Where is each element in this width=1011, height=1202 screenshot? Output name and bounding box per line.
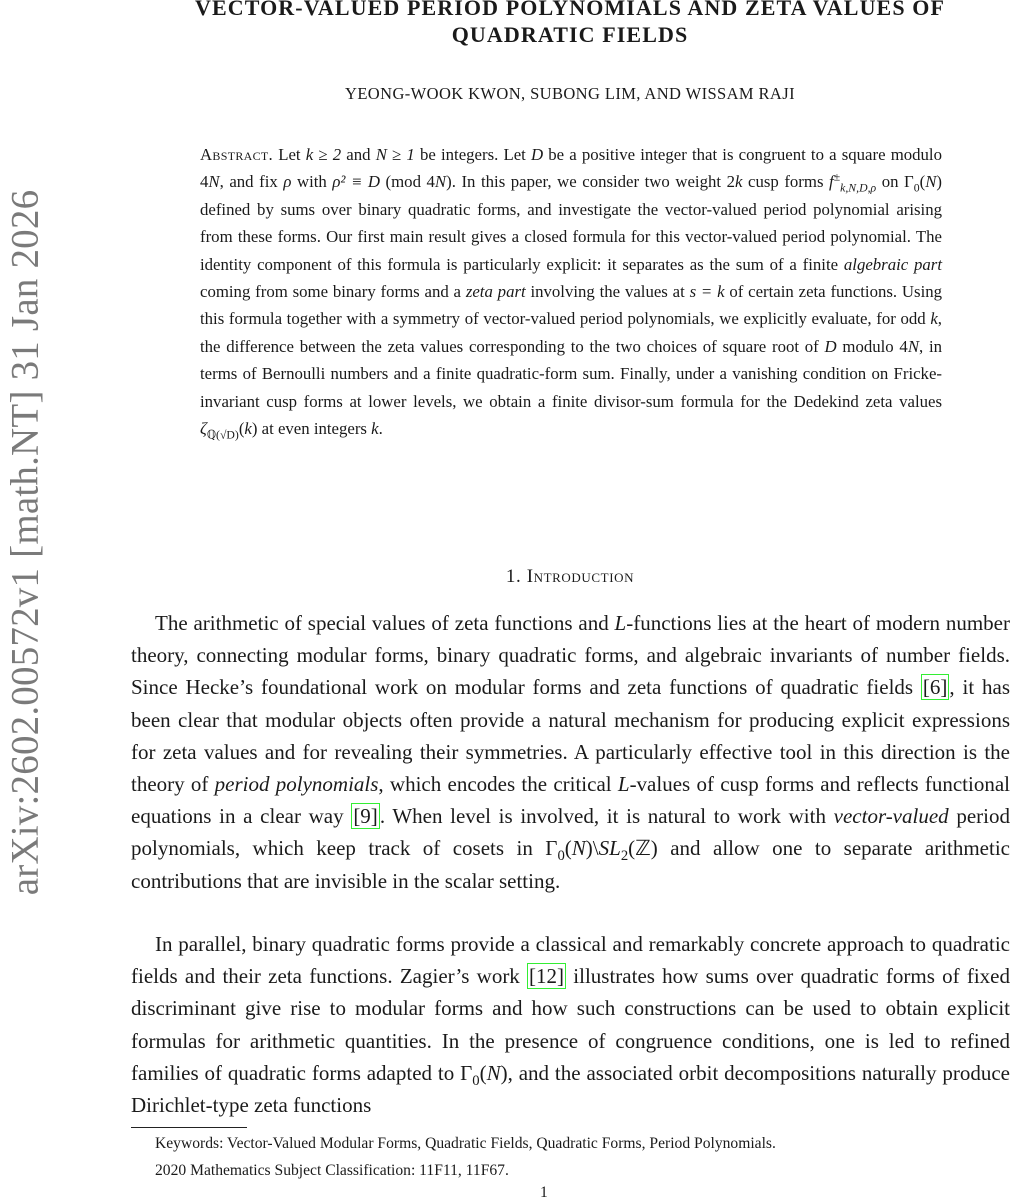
abstract-text: ) [251,419,258,439]
math-inline: ρ² ≡ D [332,172,380,192]
math-superscript: ± [833,170,841,184]
arxiv-identifier-stamp [2,190,48,895]
abstract-text: ) defined by sums over binary quadratic forms, and investigate the vector-valued period polynomial arising from these forms. Our first main result gives a closed formula for this vector-valued period polynomial. The identity component of this formula is particularly explicit: it separates as the sum of a finite [200,172,943,274]
math-subscript: 0 [557,848,565,865]
abstract-text: (mod 4 [379,172,435,192]
math-inline: k ≥ 2 [305,145,342,164]
math-subscript: 2 [620,848,629,865]
math-subscript: k,N,D,ρ [840,181,877,195]
emphasis: zeta part [465,282,526,302]
author-list: YEONG-WOOK KWON, SUBONG LIM, AND WISSAM RAJI [345,84,795,103]
intro-paragraph-1 [131,607,1010,897]
math-inline: N [486,1060,501,1085]
math-inline: s = k [689,282,725,302]
abstract-text: on Γ [876,172,914,192]
math-subscript: 0 [472,1073,480,1089]
abstract-label: Abstract. [200,145,274,164]
math-inline: L [614,611,627,635]
math-inline: k [930,309,938,329]
abstract-text: of certain zeta functions. Using this formula together with a symmetry of vector-valued period polynomials, we explicitly evaluate, for odd [200,282,943,329]
math-inline: N [925,172,937,192]
abstract-text: cusp forms [742,172,830,192]
abstract-text: and [341,145,376,164]
body-text: (ℤ) and allow one to separate arithmetic contributions that are invisible in the scalar setting. [131,836,1010,893]
math-inline: D [531,145,544,164]
math-inline: f [829,172,834,192]
math-inline: N [907,336,920,356]
abstract-text: modulo 4 [836,336,908,356]
abstract-text: , the difference between the zeta values corresponding to the two choices of square root of [200,309,942,356]
abstract-text: be a positive integer that is congruent to a square modulo 4 [200,145,942,192]
math-inline: ζ [200,419,207,439]
paper-title-line-1: VECTOR-VALUED PERIOD POLYNOMIALS AND ZETA VALUES OF [194,0,946,20]
section-number: 1. [505,566,522,587]
body-text: ( [564,836,572,861]
body-text: The arithmetic of special values of zeta functions and [155,611,615,635]
section-heading [130,566,1010,588]
abstract [200,141,942,442]
paper-title-line-2: QUADRATIC FIELDS [451,22,689,47]
math-inline: N [434,172,447,192]
abstract-text: be integers. Let [414,145,531,164]
body-text: In parallel, binary quadratic forms provide a classical and remarkably concrete approach to quadratic fields and their zeta functions. Zagier’s work [131,932,1010,989]
arxiv-identifier-text: arXiv:2602.00572v1 [math.NT] 31 Jan 2026 [3,189,47,896]
abstract-text: with [291,172,333,192]
footnote-msc: 2020 Mathematics Subject Classification: 11F11, 11F67. [155,1162,509,1179]
math-subscript: 0 [913,181,920,195]
paper-title [130,0,1010,48]
section-title: Introduction [526,566,635,587]
emphasis: vector-valued [833,804,949,829]
abstract-text: . [378,419,383,439]
intro-paragraph-2 [131,928,1010,1121]
abstract-text: involving the values at [525,282,690,302]
math-inline: k [371,419,379,439]
abstract-text: , and fix [219,172,284,192]
abstract-text: ). In this paper, we consider two weight 2 [446,172,735,192]
emphasis: algebraic part [843,254,942,274]
math-inline: N [208,172,220,192]
math-inline: N ≥ 1 [375,145,415,164]
body-text: -functions lies at the heart of modern number theory, connecting modular forms, binary quadratic forms, and algebraic invariants of number fields. Since Hecke’s foundational work on modular forms and zeta functions of quadratic fields [131,611,1010,700]
body-text: -values of cusp forms and reflects functional equations in a clear way [131,772,1010,829]
math-inline: k [735,172,743,192]
math-inline: N [571,836,586,861]
body-text: , which encodes the critical [378,772,618,797]
abstract-text: ( [238,419,245,439]
body-text: ), and the associated orbit decompositions naturally produce Dirichlet-type zeta functions [131,1060,1011,1118]
abstract-text: coming from some binary forms and a [200,282,466,302]
abstract-text: Let [278,145,306,164]
body-text: period polynomials, which keep track of cosets in Γ [131,804,1010,861]
abstract-text: at even integers [257,419,372,439]
body-text: ( [479,1060,487,1085]
body-text: )\ [585,836,599,861]
body-text: , it has been clear that modular objects often provide a natural mechanism for producing explicit expressions for zeta values and for revealing their symmetries. A particularly effective tool in this direction is the theory of [131,675,1010,797]
body-text: illustrates how sums over quadratic forms of fixed discriminant give rise to modular forms and how such constructions can be used to obtain explicit formulas for arithmetic quantities. In the presence of congruence conditions, one is led to refined families of quadratic forms adapted to Γ [131,964,1010,1085]
footnote-divider [131,1127,247,1128]
math-inline: D [824,336,837,356]
math-inline: L [617,772,630,797]
math-inline: SL [598,836,621,861]
citation-link[interactable]: [6] [922,675,948,700]
citation-link[interactable]: [9] [353,804,378,829]
math-inline: k [244,419,252,439]
body-text: . When level is involved, it is natural to work with [379,804,834,829]
citation-link[interactable]: [12] [529,964,565,989]
math-subscript: ℚ(√D) [206,428,239,442]
emphasis: period polynomials [214,772,379,797]
abstract-text: ( [919,172,926,192]
math-inline: ρ [283,172,292,192]
abstract-text: , in terms of Bernoulli numbers and a finite quadratic-form sum. Finally, under a vanishing condition on Fricke-invariant cusp forms at lower levels, we obtain a finite divisor-sum formula for the Dedekind zeta values [200,336,943,411]
page-number: 1 [540,1184,548,1201]
footnote-keywords: Keywords: Vector-Valued Modular Forms, Quadratic Fields, Quadratic Forms, Period Polynomials. [155,1135,776,1152]
